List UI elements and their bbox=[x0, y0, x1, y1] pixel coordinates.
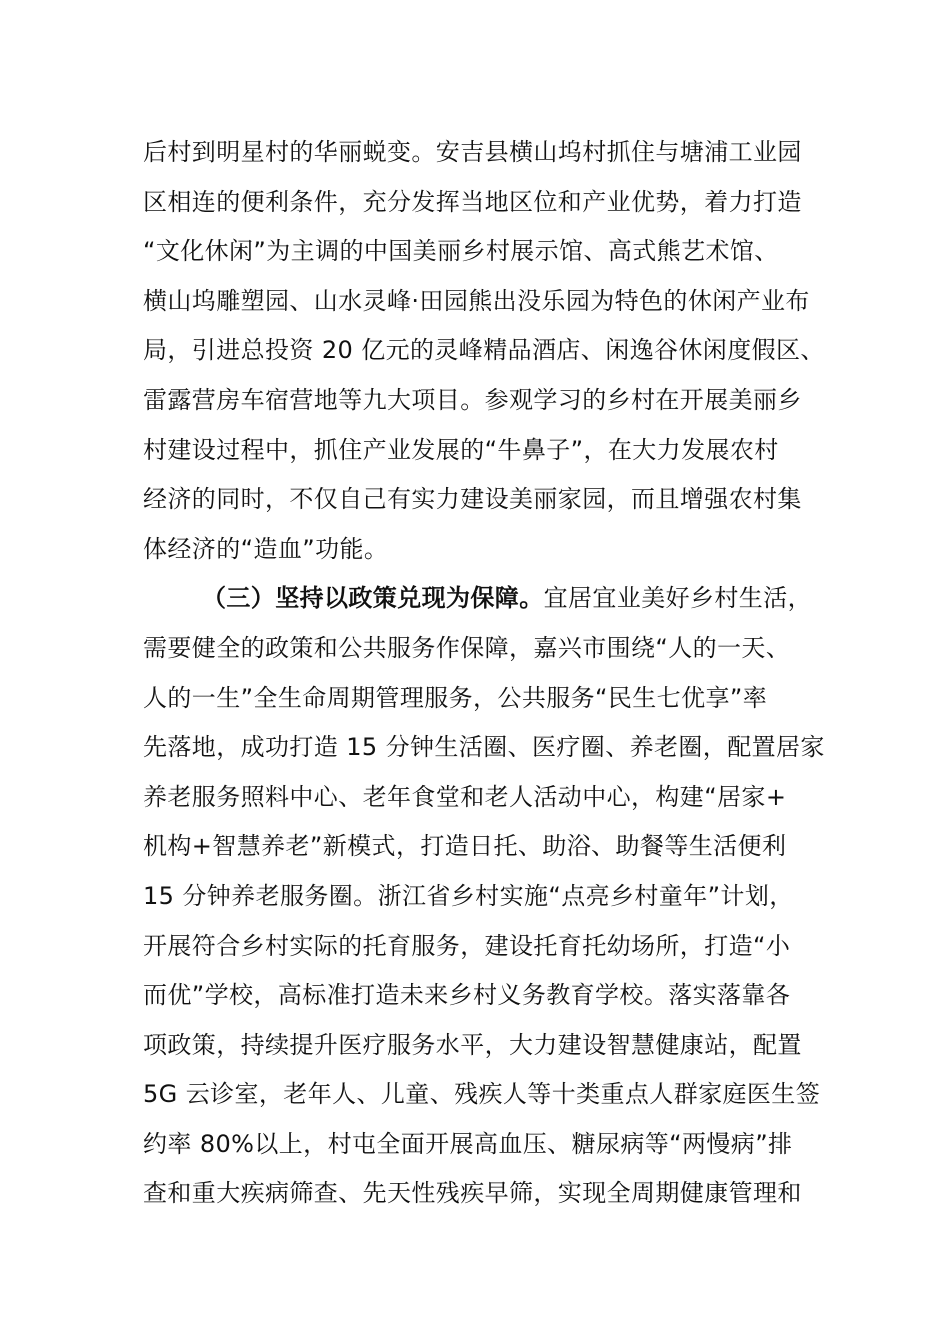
text-line: 而优”学校，高标准打造未来乡村义务教育学校。落实落靠各 bbox=[143, 981, 791, 1010]
section-3-first-line-text: 宜居宜业美好乡村生活， bbox=[543, 584, 813, 613]
text-line: 开展符合乡村实际的托育服务，建设托育托幼场所，打造“小 bbox=[143, 931, 791, 960]
text-line: 局，引进总投资 20 亿元的灵峰精品酒店、闲逸谷休闲度假区、 bbox=[143, 336, 825, 365]
text-line: 雷露营房车宿营地等九大项目。参观学习的乡村在开展美丽乡 bbox=[143, 385, 802, 414]
text-line: 先落地，成功打造 15 分钟生活圈、医疗圈、养老圈，配置居家 bbox=[143, 733, 825, 762]
text-line: “文化休闲”为主调的中国美丽乡村展示馆、高式熊艺术馆、 bbox=[143, 237, 779, 266]
text-line: 15 分钟养老服务圈。浙江省乡村实施“点亮乡村童年”计划， bbox=[143, 881, 794, 910]
section-3-heading: （三）坚持以政策兑现为保障。 bbox=[202, 584, 544, 613]
text-line: 机构+智慧养老”新模式，打造日托、助浴、助餐等生活便利 bbox=[143, 832, 787, 861]
text-line: 5G 云诊室，老年人、儿童、残疾人等十类重点人群家庭医生签 bbox=[143, 1080, 821, 1109]
text-line: 查和重大疾病筛查、先天性残疾早筛，实现全周期健康管理和 bbox=[143, 1179, 802, 1208]
text-line: 后村到明星村的华丽蜕变。安吉县横山坞村抓住与塘浦工业园 bbox=[143, 138, 802, 166]
body-text bbox=[143, 128, 823, 1219]
text-line: 体经济的“造血”功能。 bbox=[143, 534, 389, 563]
text-line: 经济的同时，不仅自己有实力建设美丽家园，而且增强农村集 bbox=[143, 485, 802, 514]
text-line: 横山坞雕塑园、山水灵峰·田园熊出没乐园为特色的休闲产业布 bbox=[143, 286, 810, 315]
text-line: 人的一生”全生命周期管理服务，公共服务“民生七优享”率 bbox=[143, 683, 768, 712]
text-line: 项政策，持续提升医疗服务水平，大力建设智慧健康站，配置 bbox=[143, 1030, 802, 1059]
text-line: 区相连的便利条件，充分发挥当地区位和产业优势，着力打造 bbox=[143, 187, 802, 216]
text-line: 约率 80%以上，村屯全面开展高血压、糖尿病等“两慢病”排 bbox=[143, 1129, 793, 1158]
section-3-first-line bbox=[143, 574, 823, 624]
text-line: 村建设过程中，抓住产业发展的“牛鼻子”，在大力发展农村 bbox=[143, 435, 779, 464]
text-line: 养老服务照料中心、老年食堂和老人活动中心，构建“居家+ bbox=[143, 782, 787, 811]
text-line: 需要健全的政策和公共服务作保障，嘉兴市围绕“人的一天、 bbox=[143, 633, 791, 662]
